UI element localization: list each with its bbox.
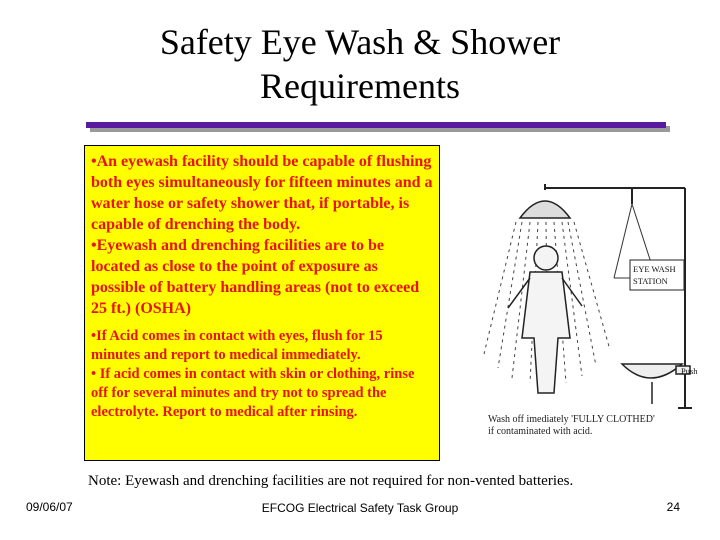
bullet-location: •Eyewash and drenching facilities are to be located as close to the point of exposure as possible of battery handling areas (not to exceed 25 ft.) (OSHA) [91, 237, 420, 317]
eyewash-basin-icon [622, 364, 690, 404]
bullet-spacer [91, 319, 433, 327]
bullet-eyewash-capability: •An eyewash facility should be capable of flushing both eyes simultaneously for fifteen minutes and a water hose or safety shower that, if portable, is capable of drenching the body. [91, 153, 433, 233]
shower-head-icon [520, 201, 570, 218]
title-line-2: Requirements [260, 66, 460, 106]
caption-line-2: if contaminated with acid. [488, 426, 593, 437]
bullet-acid-eyes: •If Acid comes in contact with eyes, flush for 15 minutes and report to medical immediately. [91, 328, 383, 363]
footer-page-number: 24 [666, 500, 680, 514]
slide-title [60, 20, 660, 108]
sign-text-line1: EYE WASH [633, 264, 676, 274]
requirements-box [84, 145, 440, 461]
footer-organization: EFCOG Electrical Safety Task Group [261, 501, 459, 515]
footer-date: 09/06/07 [26, 500, 73, 514]
eyewash-shower-illustration [450, 178, 712, 440]
title-line-1: Safety Eye Wash & Shower [159, 22, 561, 62]
caption-line-1: Wash off imediately 'FULLY CLOTHED' [488, 414, 655, 425]
push-label: Push [681, 366, 698, 376]
sign-text-line2: STATION [633, 276, 668, 286]
bullet-acid-skin: • If acid comes in contact with skin or clothing, rinse off for several minutes and try not to spread the electrolyte. Report to medical after rinsing. [91, 366, 415, 420]
title-rule [86, 122, 666, 128]
note-text: Note: Eyewash and drenching facilities are not required for non-vented batteries. [88, 473, 574, 489]
illustration-caption [488, 414, 708, 438]
